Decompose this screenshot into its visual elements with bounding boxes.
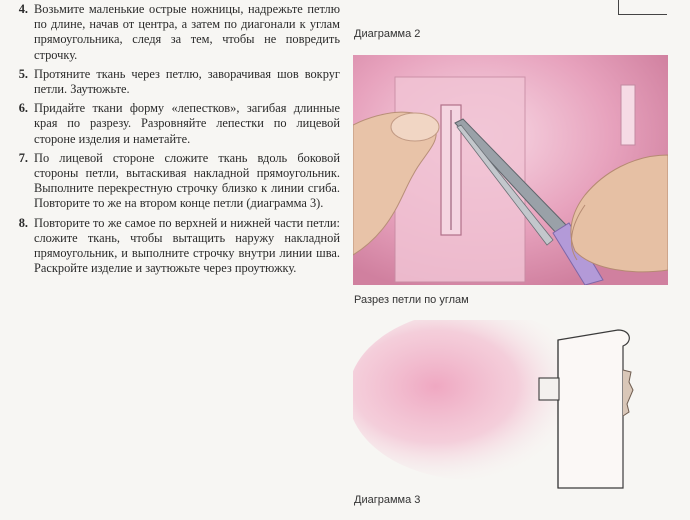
diagram-3-caption: Диаграмма 3 [354, 494, 421, 506]
buttonhole-cutting-photo [353, 55, 668, 285]
diagram-3-illustration [353, 320, 663, 490]
step-text: Придайте ткани форму «лепестков», загибая длинные края по разрезу. Разровняйте лепестки по лицевой стороне изделия и наметайте. [34, 101, 340, 146]
photo-illustration [353, 55, 668, 285]
step-4 [4, 2, 340, 63]
step-6 [4, 101, 340, 147]
step-text: Возьмите маленькие острые ножницы, надрежьте петлю по длине, начав от центра, а затем по диагонали к углам прямоугольника, следя за тем, чтобы не повредить строчку. [34, 2, 340, 62]
diagram-3-drawing [353, 320, 663, 490]
step-number: 5. [18, 66, 28, 81]
second-buttonhole [621, 85, 635, 145]
step-number: 7. [18, 150, 28, 165]
step-text: Повторите то же самое по верхней и нижней части петли: сложите ткань, чтобы вытащить наружу накладной прямоугольник, и выполните строчку внутри линии шва. Раскройте изделие и заутюжьте через проутюжку. [34, 215, 340, 276]
step-text: Протяните ткань через петлю, заворачивая шов вокруг петли. Заутюжьте. [34, 66, 340, 97]
instruction-list [4, 2, 340, 280]
step-8 [4, 216, 340, 277]
diagram-2-illustration [618, 0, 667, 15]
stitching [623, 370, 633, 416]
step-number: 4. [18, 2, 28, 16]
diagram-2-caption: Диаграмма 2 [354, 28, 421, 40]
step-7 [4, 151, 340, 212]
step-number: 6. [18, 101, 28, 116]
left-thumbnail [391, 113, 439, 141]
photo-caption: Разрез петли по углам [354, 294, 469, 306]
facing-tab [539, 378, 559, 400]
step-number: 8. [18, 215, 28, 230]
folded-fabric [558, 330, 629, 488]
step-5 [4, 67, 340, 97]
step-text: По лицевой стороне сложите ткань вдоль боковой стороны петли, вытаскивая накладной прямоугольник. Выполните перекрестную строчку близко к линии сгиба. Повторите то же на втором конце петли (диаграмма 3). [34, 150, 340, 211]
